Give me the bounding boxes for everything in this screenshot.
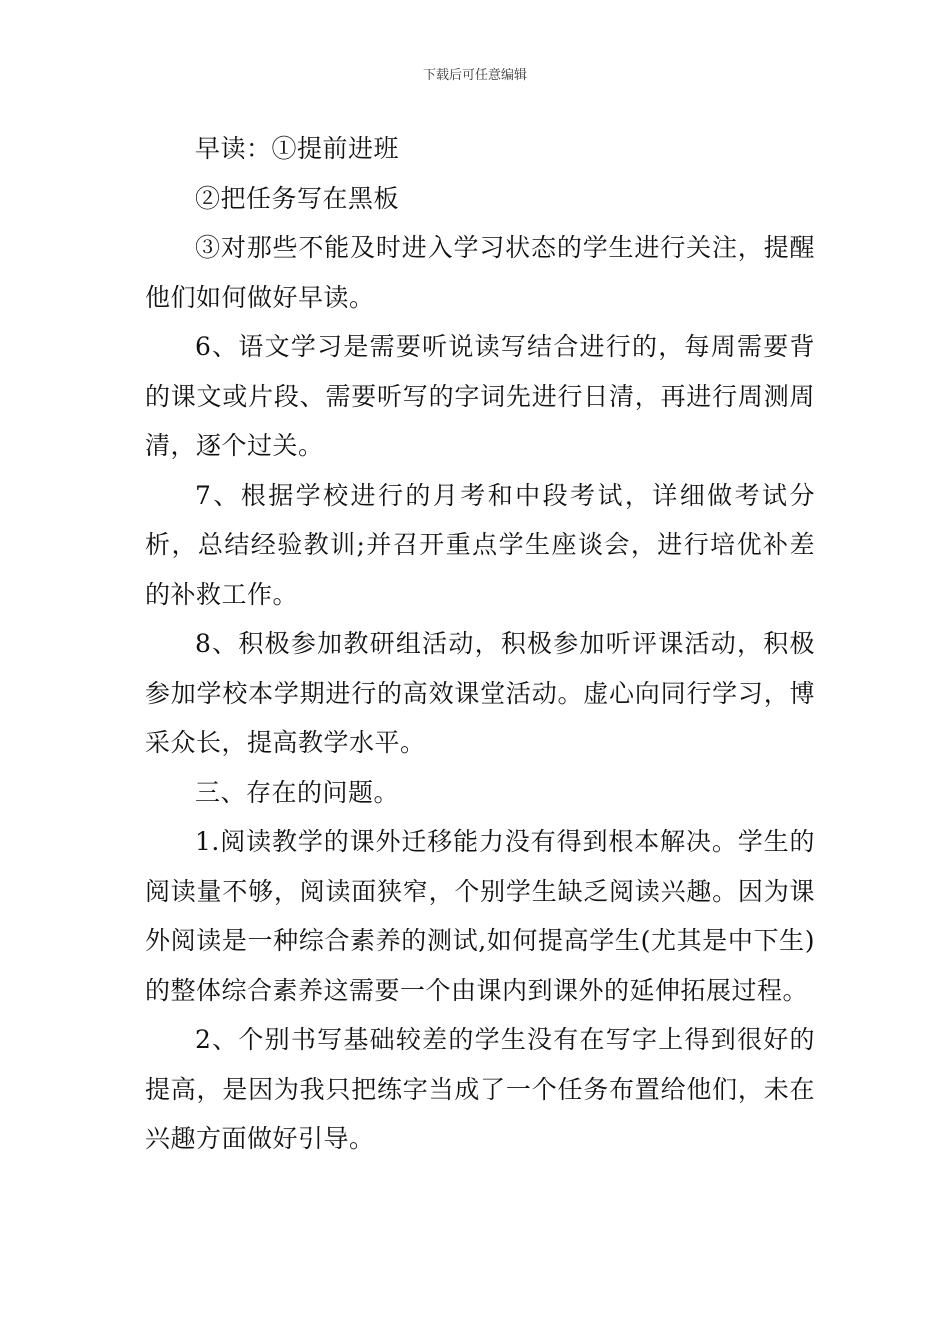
paragraph-problem-1: 1.阅读教学的课外迁移能力没有得到根本解决。学生的阅读量不够，阅读面狭窄，个别学生缺乏阅读兴趣。因为课外阅读是一种综合素养的测试,如何提高学生(尤其是中下生)的整体综合素养这需要一个由课内到课外的延伸拓展过程。	[145, 827, 815, 1005]
paragraph-task-blackboard: ②把任务写在黑板	[195, 183, 400, 213]
paragraph-item-7: 7、根据学校进行的月考和中段考试，详细做考试分析，总结经验教训;并召开重点学生座谈会，进行培优补差的补救工作。	[145, 480, 815, 609]
paragraph-item-6: 6、语文学习是需要听说读写结合进行的，每周需要背的课文或片段、需要听写的字词先进行日清，再进行周测周清，逐个过关。	[145, 332, 815, 460]
paragraph-morning-reading: 早读：①提前进班	[195, 134, 400, 163]
section-heading-problems: 三、存在的问题。	[195, 777, 400, 807]
page-header: 下载后可任意编辑	[422, 68, 527, 83]
paragraph-problem-2: 2、个别书写基础较差的学生没有在写字上得到很好的提高，是因为我只把练字当成了一个任务布置给他们，未在兴趣方面做好引导。	[145, 1025, 815, 1153]
paragraph-attention-students: ③对那些不能及时进入学习状态的学生进行关注，提醒他们如何做好早读。	[145, 233, 815, 312]
paragraph-item-8: 8、积极参加教研组活动，积极参加听评课活动，积极参加学校本学期进行的高效课堂活动。虚心向同行学习，博采众长，提高教学水平。	[145, 629, 815, 757]
document-body	[145, 124, 815, 1164]
